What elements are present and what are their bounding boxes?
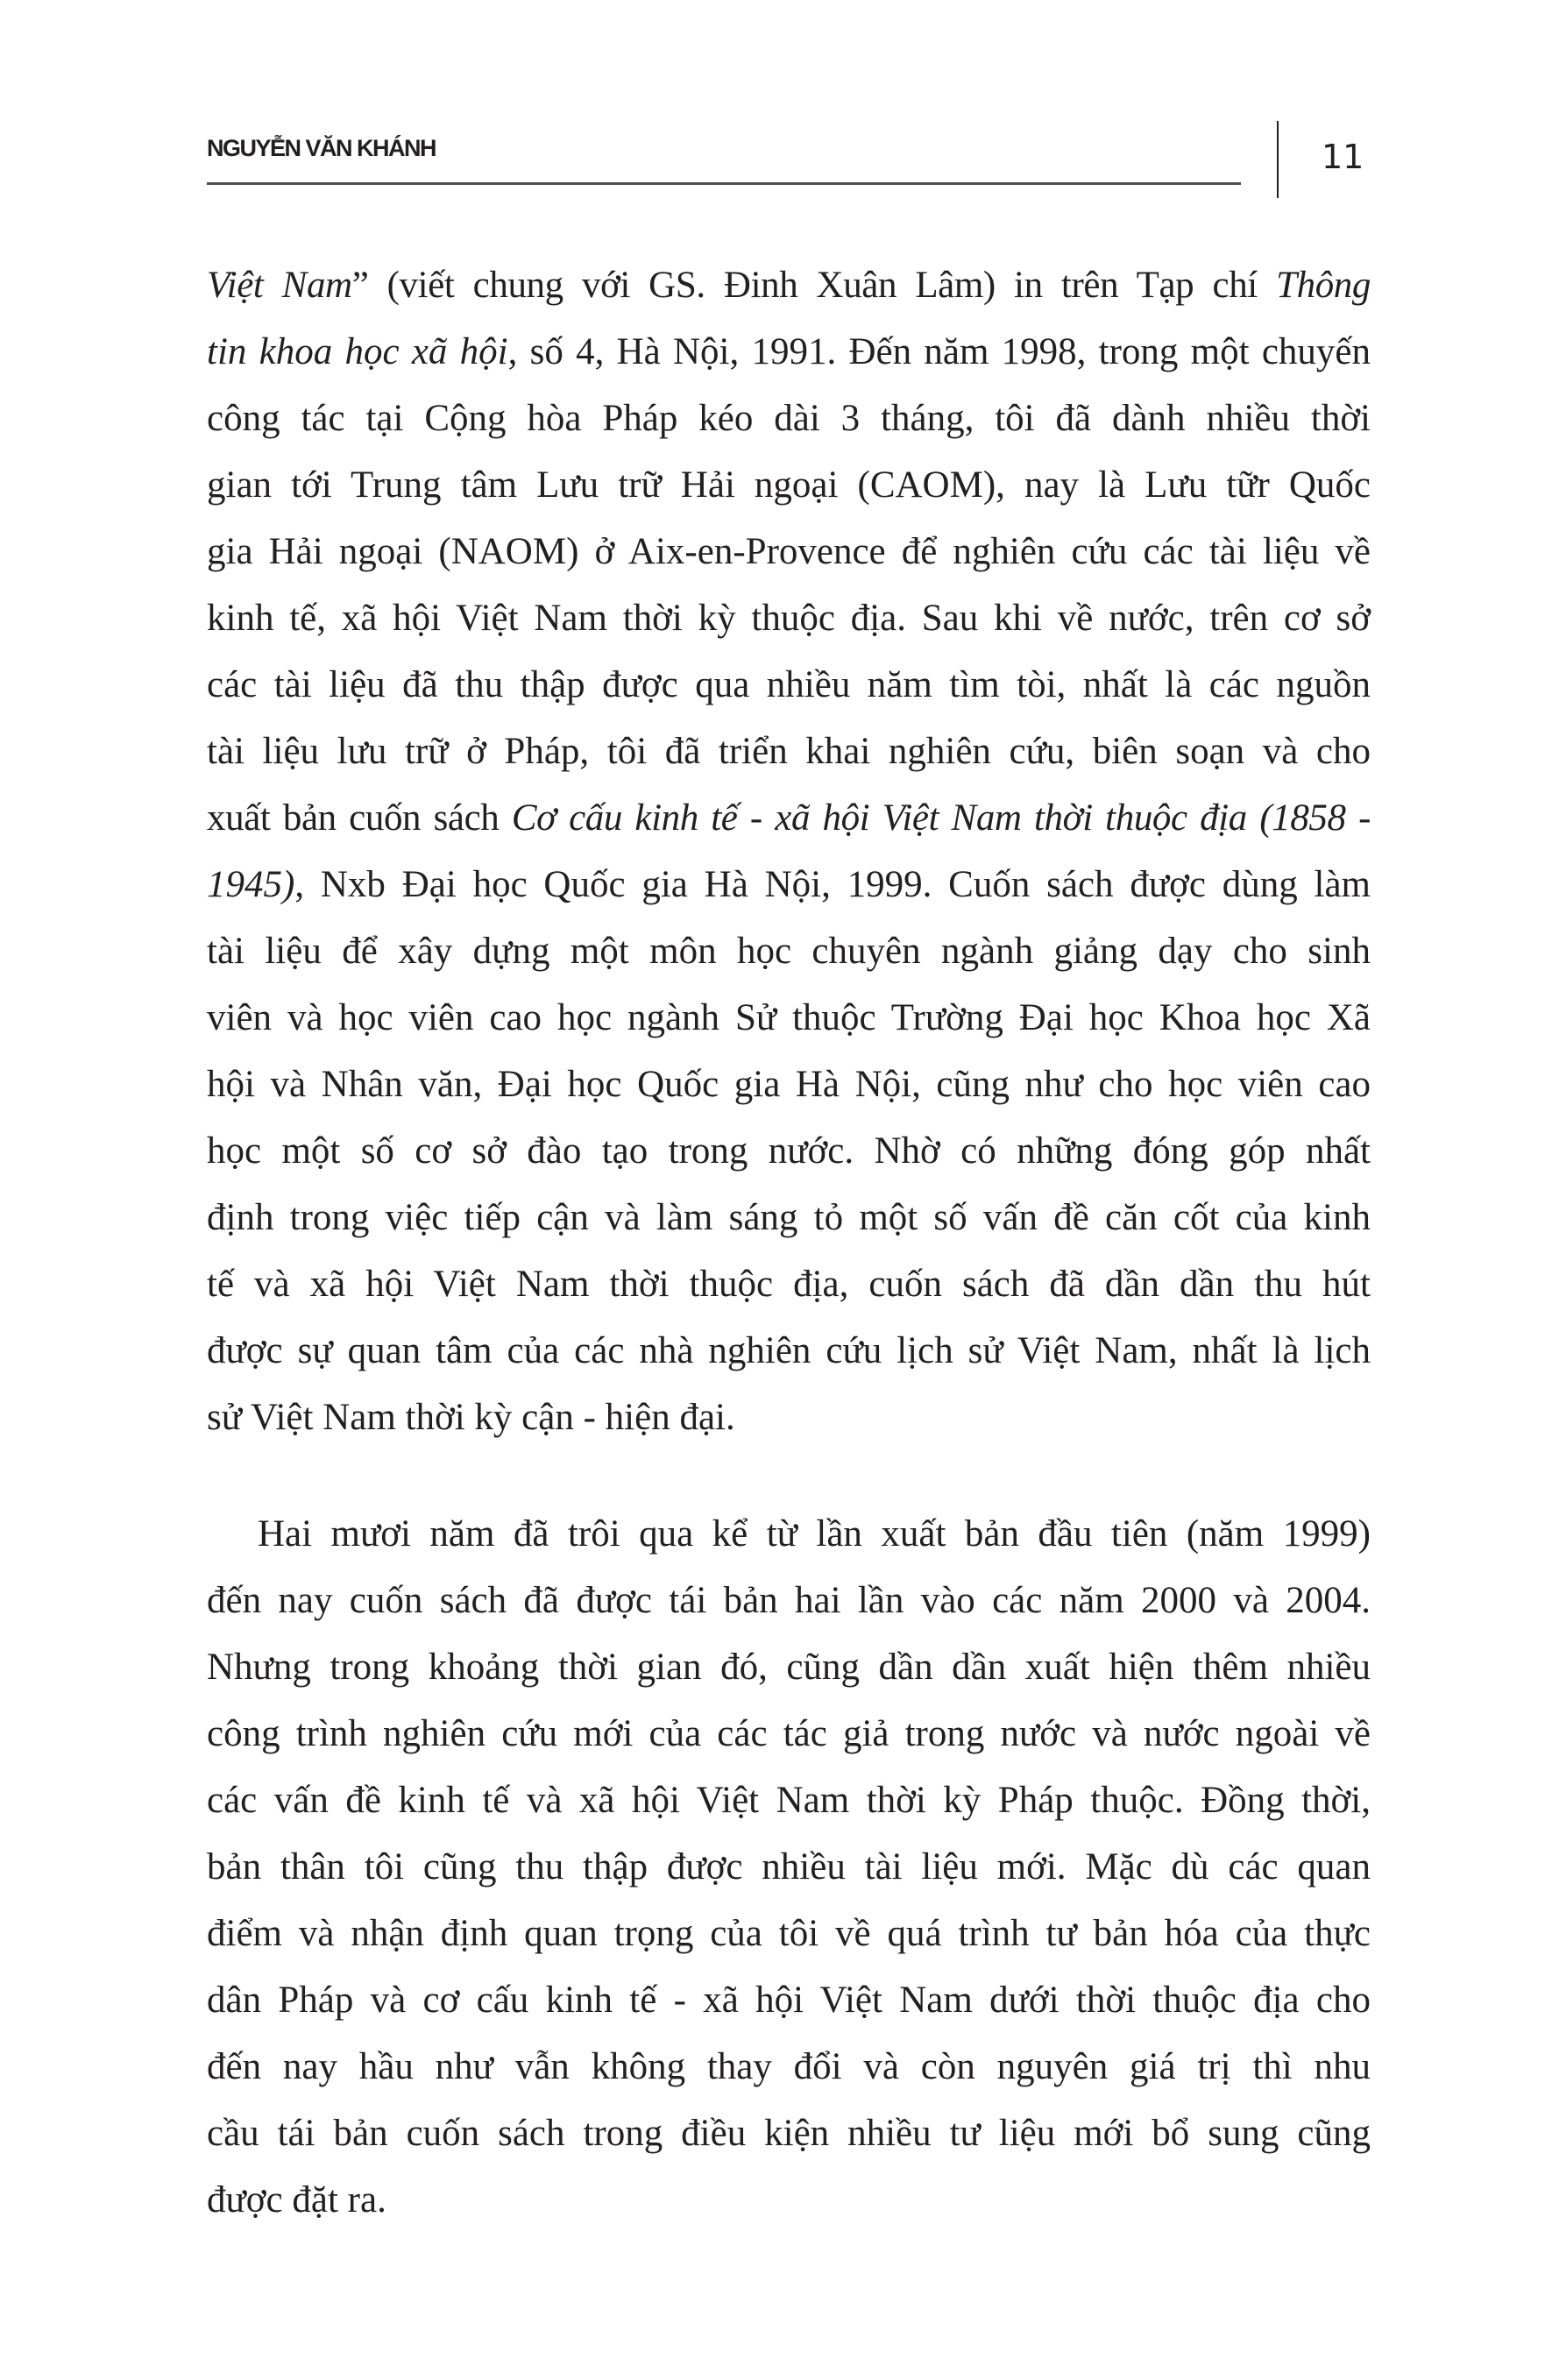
text-run: điểm và nhận định quan trọng của tôi về quá trình tư bản hóa của thực [207, 1913, 1371, 1954]
text-run: , Nxb Đại học Quốc gia Hà Nội, 1999. Cuốn sách được dùng làm [294, 864, 1371, 905]
text-run: công trình nghiên cứu mới của các tác giả trong nước và nước ngoài về [207, 1713, 1371, 1754]
text-run: học một số cơ sở đào tạo trong nước. Nhờ có những đóng góp nhất [207, 1130, 1371, 1172]
text-line [207, 1634, 1371, 1701]
text-line [207, 2034, 1371, 2100]
text-run: gian tới Trung tâm Lưu trữ Hải ngoại (CAOM), nay là Lưu tữr Quốc [207, 464, 1371, 506]
text-run: , số 4, Hà Nội, 1991. Đến năm 1998, trong một chuyến [507, 331, 1371, 372]
italic-run: Thông [1276, 265, 1371, 306]
text-run: sử Việt Nam thời kỳ cận - hiện đại. [207, 1397, 735, 1438]
text-run: dân Pháp và cơ cấu kinh tế - xã hội Việt Nam dưới thời thuộc địa cho [207, 1980, 1371, 2021]
text-line [207, 452, 1371, 519]
text-run: các vấn đề kinh tế và xã hội Việt Nam thời kỳ Pháp thuộc. Đồng thời, [207, 1780, 1371, 1821]
text-line [207, 1767, 1371, 1834]
text-line [207, 2167, 1371, 2234]
text-run: hội và Nhân văn, Đại học Quốc gia Hà Nội, cũng như cho học viên cao [207, 1064, 1371, 1105]
text-run: được sự quan tâm của các nhà nghiên cứu lịch sử Việt Nam, nhất là lịch [207, 1330, 1371, 1371]
text-run: bản thân tôi cũng thu thập được nhiều tài liệu mới. Mặc dù các quan [207, 1846, 1371, 1888]
text-run: xuất bản cuốn sách [207, 797, 512, 839]
italic-run: tin khoa học xã hội [207, 331, 508, 372]
text-run: tài liệu lưu trữ ở Pháp, tôi đã triển khai nghiên cứu, biên soạn và cho [207, 731, 1371, 772]
text-line [207, 1251, 1371, 1318]
text-line [207, 2100, 1371, 2167]
text-run: gia Hải ngoại (NAOM) ở Aix-en-Provence để nghiên cứu các tài liệu về [207, 531, 1371, 572]
text-line [207, 1901, 1371, 1967]
header-rule [207, 182, 1241, 185]
body-paragraph-2 [207, 1501, 1371, 2234]
text-run: cầu tái bản cuốn sách trong điều kiện nhiều tư liệu mới bổ sung cũng [207, 2113, 1371, 2154]
text-run: được đặt ra. [207, 2179, 386, 2221]
text-line [207, 1501, 1371, 1568]
text-line [207, 252, 1371, 319]
page-number: 11 [1322, 138, 1364, 176]
text-run: kinh tế, xã hội Việt Nam thời kỳ thuộc địa. Sau khi về nước, trên cơ sở [207, 598, 1371, 639]
text-run: công tác tại Cộng hòa Pháp kéo dài 3 tháng, tôi đã dành nhiều thời [207, 398, 1371, 439]
text-line [207, 1118, 1371, 1185]
text-line [207, 1185, 1371, 1251]
header-divider [1277, 121, 1279, 198]
text-run: tế và xã hội Việt Nam thời thuộc địa, cuốn sách đã dần dần thu hút [207, 1264, 1371, 1305]
text-line [207, 319, 1371, 386]
text-run: tài liệu để xây dựng một môn học chuyên ngành giảng dạy cho sinh [207, 931, 1371, 972]
text-line [207, 918, 1371, 985]
text-run: viên và học viên cao học ngành Sử thuộc Trường Đại học Khoa học Xã [207, 997, 1371, 1038]
text-run: các tài liệu đã thu thập được qua nhiều năm tìm tòi, nhất là các nguồn [207, 664, 1371, 705]
text-run: đến nay hầu như vẫn không thay đổi và còn nguyên giá trị thì nhu [207, 2046, 1371, 2087]
text-run: Hai mươi năm đã trôi qua kể từ lần xuất bản đầu tiên (năm 1999) [258, 1513, 1371, 1555]
text-line [207, 1568, 1371, 1634]
text-line [207, 1834, 1371, 1901]
text-line [207, 386, 1371, 452]
text-line [207, 719, 1371, 785]
text-line [207, 1701, 1371, 1767]
italic-run: Cơ cấu kinh tế - xã hội Việt Nam thời thuộc địa (1858 - [511, 797, 1371, 839]
text-line [207, 852, 1371, 918]
text-line [207, 1385, 1371, 1451]
text-line [207, 519, 1371, 585]
text-line [207, 1318, 1371, 1385]
text-line [207, 1052, 1371, 1118]
text-line [207, 1967, 1371, 2034]
text-run: ” (viết chung với GS. Đinh Xuân Lâm) in trên Tạp chí [351, 265, 1277, 306]
text-run: đến nay cuốn sách đã được tái bản hai lần vào các năm 2000 và 2004. [207, 1580, 1371, 1621]
text-line [207, 985, 1371, 1052]
text-run: Nhưng trong khoảng thời gian đó, cũng dần dần xuất hiện thêm nhiều [207, 1647, 1371, 1688]
text-line [207, 652, 1371, 719]
text-line [207, 585, 1371, 652]
text-line [207, 785, 1371, 852]
text-run: định trong việc tiếp cận và làm sáng tỏ một số vấn đề căn cốt của kinh [207, 1197, 1371, 1238]
italic-run: 1945) [207, 864, 295, 905]
body-paragraph-1 [207, 252, 1371, 1451]
running-header-author: NGUYỄN VĂN KHÁNH [207, 135, 436, 161]
italic-run: Việt Nam [207, 265, 352, 306]
